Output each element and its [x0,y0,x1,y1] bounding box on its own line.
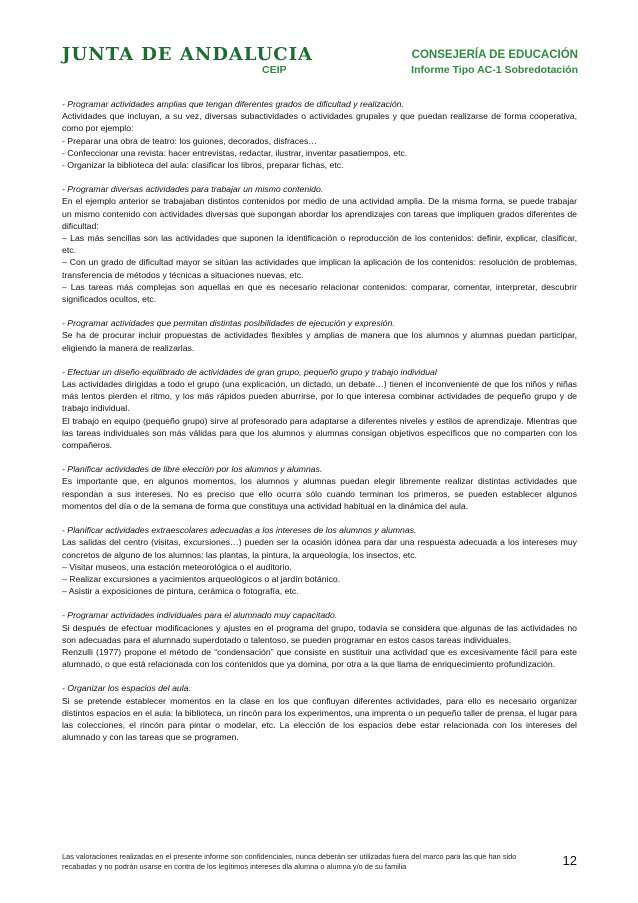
paragraph: Las actividades dirigidas a todo el grupo (una explicación, un dictado, un debate…) tienen el inconveniente de que los niños y niñas más lentos pierden el ritmo, y los más rápidos pueden aburrirse, por lo que interesa combinar actividades de pequeño grupo y de trabajo individual. [62,379,577,414]
section-title: - Planificar actividades de libre elección por los alumnos y alumnas. [62,464,323,475]
paragraph: Renzulli (1977) propone el método de “condensación” que consiste en sustituir una actividad que es excesivamente fácil para este alumnado, o que está relacionada con los contenidos que ya domina, por otra a la que llama de enriquecimiento profundización. [62,646,577,670]
section-ejecucion [62,317,577,354]
section-title: - Programar diversas actividades para trabajar un mismo contenido. [62,184,324,195]
section-title: - Programar actividades individuales para el alumnado muy capacitado. [62,610,338,621]
list-item: – Visitar museos, una estación meteorológica o el auditorio. [62,561,292,572]
list-item: - Confeccionar una revista: hacer entrevistas, redactar, ilustrar, inventar pasatiempos, etc. [62,147,408,158]
section-title: - Programar actividades que permitan distintas posibilidades de ejecución y expresión. [62,318,395,329]
section-amplias [62,98,577,171]
list-item: – Las más sencillas son las actividades que suponen la identificación o reproducción de los contenidos: definir, explicar, clasificar, etc. [62,233,577,256]
section-title: - Programar actividades amplias que tengan diferentes grados de dificultad y realización. [62,99,404,109]
document-body [62,98,577,755]
section-libre-eleccion [62,463,577,512]
report-type: Informe Tipo AC-1 Sobredotación [411,64,578,76]
confidentiality-footer: Las valoraciones realizadas en el presente informe son confidenciales, nunca deberán ser utilizadas fuera del marco para las que han sido recabadas y no podrán usarse en contra de los legítimos intereses dla alumna o alumna y/o de su familia [62,852,517,871]
list-item: – Asistir a exposiciones de pintura, cerámica o fotografía, etc. [62,586,299,597]
section-espacios [62,682,577,743]
paragraph: En el ejemplo anterior se trabajaban distintos contenidos por medio de una actividad amplia. De la misma forma, se puede trabajar un mismo contenido con actividades diversas que supongan abordar los aprendizajes con tareas que impliquen grados diferentes de dificultad: [62,196,577,231]
list-item: – Las tareas más complejas son aquellas en que es necesario relacionar contenidos: comparar, comentar, interpretar, descubrir significados ocultos, etc. [62,281,577,305]
section-individuales [62,609,577,670]
paragraph: Se ha de procurar incluir propuestas de actividades flexibles y amplias de manera que los alumnos y alumnas puedan participar, eligiendo la manera de realizarlas. [62,330,577,353]
list-item: - Preparar una obra de teatro: los guiones, decorados, disfraces… [62,135,317,146]
list-item: – Realizar excursiones a yacimientos arqueológicos o al jardín botánico. [62,573,341,584]
section-title: - Organizar los espacios del aula. [62,683,191,694]
consejeria-title: CONSEJERÍA DE EDUCACIÓN [411,49,578,61]
section-mismo-contenido [62,183,577,305]
section-title: - Planificar actividades extraescolares adecuadas a los intereses de los alumnos y alumnas. [62,525,417,536]
center-label: CEIP [262,64,287,76]
section-extraescolares [62,524,577,597]
section-title: - Efectuar un diseño equilibrado de actividades de gran grupo, pequeño grupo y trabajo individual [62,366,437,377]
page-number: 12 [562,853,577,868]
list-item: - Organizar la biblioteca del aula: clasificar los libros, preparar fichas, etc. [62,160,344,171]
paragraph: Las salidas del centro (visitas, excursiones…) pueden ser la ocasión idónea para dar una respuesta adecuada a los intereses muy concretos de alguno de los alumnos: las plantas, la pintura, la arqueología, los insectos, etc. [62,537,577,560]
paragraph: Es importante que, en algunos momentos, los alumnos y alumnas puedan elegir libremente realizar distintas actividades que respondan a sus intereses. No es preciso que ello ocurra sólo cuando terminan los primeros, se pueden establecer algunos momentos del día o de la semana de forma que constituya una actividad habitual en la dinámica del aula. [62,476,577,511]
paragraph: Actividades que incluyan, a su vez, diversas subactividades o actividades grupales y que puedan realizarse de forma cooperativa, como por ejemplo: [62,111,577,134]
paragraph: Si después de efectuar modificaciones y ajustes en el programa del grupo, todavía se considera que algunas de las actividades no son adecuadas para el alumnado superdotado o talentoso, se pueden programar en estos casos tareas individuales. [62,622,577,645]
paragraph: El trabajo en equipo (pequeño grupo) sirve al profesorado para adaptarse a diferentes niveles y estilos de aprendizaje. Mientras que las tareas individuales son más válidas para que los alumnos y alumnas consigan objetivos específicos que no comparten con los compañeros. [62,415,577,451]
section-diseno-equilibrado [62,366,577,451]
list-item: – Con un grado de dificultad mayor se sitúan las actividades que implican la aplicación de los contenidos: resolución de problemas, transferencia de métodos y técnicas a situaciones nuevas, etc. [62,257,577,280]
junta-logo: JUNTA DE ANDALUCIA [62,44,313,65]
paragraph: Si se pretende establecer momentos en la clase en los que confluyan diferentes actividades, para ello es necesario organizar distintos espacios en el aula: la biblioteca, un rincón para los experimentos, una imprenta o un pequeño taller de prensa, el lugar para las colecciones, el rincón para pintar o modelar, etc. La elección de los espacios debe estar relacionada con los intereses del alumnado y con las tareas que se programen. [62,695,577,743]
